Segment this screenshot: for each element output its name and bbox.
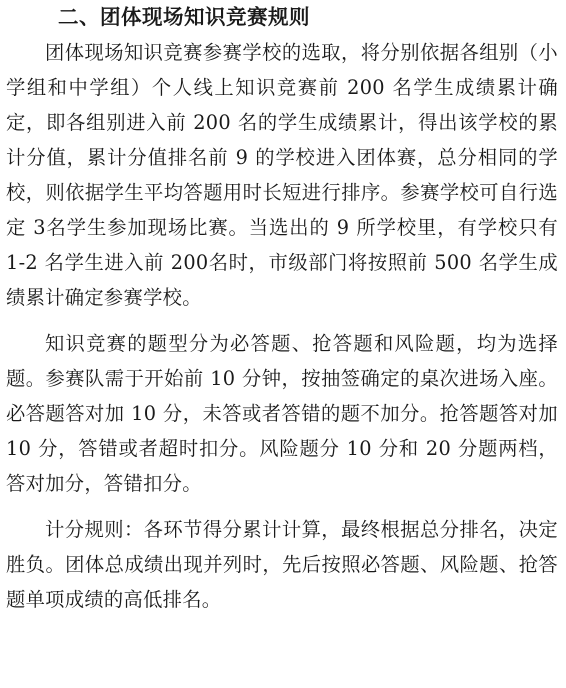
paragraph-scoring-rules: 计分规则：各环节得分累计计算，最终根据总分排名，决定胜负。团体总成绩出现并列时，先后按照必答题、风险题、抢答题单项成绩的高低排名。	[6, 518, 558, 611]
paragraph-school-selection: 团体现场知识竞赛参赛学校的选取，将分别依据各组别（小学组和中学组）个人线上知识竞赛前 200 名学生成绩累计确定，即各组别进入前 200 名的学生成绩累计，得出该学校的累计分值，累计分值排名前 9 的学校进入团体赛，总分相同的学校，则依据学生平均答题用时长短进行排序。参赛学校可自行选定 3名学生参加现场比赛。当选出的 9 所学校里，有学校只有 1-2 名学生进入前 200名时，市级部门将按照前 500 名学生成绩累计确定参赛学校。	[6, 41, 558, 309]
paragraph-question-types: 知识竞赛的题型分为必答题、抢答题和风险题，均为选择题。参赛队需于开始前 10 分钟，按抽签确定的桌次进场入座。必答题答对加 10 分，未答或者答错的题不加分。抢答题答对加 10 分，答错或者超时扣分。风险题分 10 分和 20 分题两档，答对加分，答错扣分。	[6, 332, 558, 495]
section-heading: 二、团体现场知识竞赛规则	[58, 5, 310, 29]
